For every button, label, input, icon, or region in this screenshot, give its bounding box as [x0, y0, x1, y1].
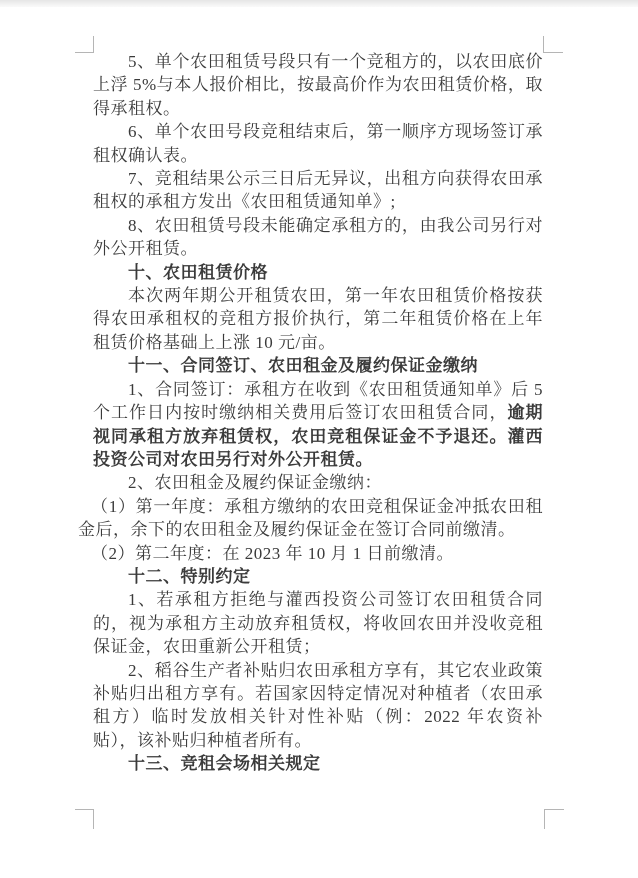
paragraph — [93, 471, 543, 494]
text-run: 2、稻谷生产者补贴归农田承租方享有，其它农业政策补贴归出租方享有。若国家因特定情况对种植者（农田承租方）临时发放相关针对性补贴（例：2022 年农资补贴），该补贴归种植者所有。 — [93, 660, 543, 750]
text-run: 1、合同签订：承租方在收到《农田租赁通知单》后 5 个工作日内按时缴纳相关费用后签订农田租赁合同， — [93, 379, 543, 423]
section-heading — [93, 354, 543, 377]
text-run: 5、单个农田租赁号段只有一个竞租方的，以农田底价上浮 5%与本人报价相比，按最高价作为农田租赁价格，取得承租权。 — [93, 52, 543, 118]
text-run: 本次两年期公开租赁农田，第一年农田租赁价格按获得农田承租权的竞租方报价执行，第二年租赁价格在上年租赁价格基础上上涨 10 元/亩。 — [93, 286, 543, 352]
text-run: 6、单个农田号段竞租结束后，第一顺序方现场签订承租权确认表。 — [93, 122, 543, 165]
section-heading — [93, 565, 543, 588]
paragraph — [78, 495, 543, 542]
crop-mark-top-right — [543, 36, 563, 53]
paragraph — [93, 378, 543, 472]
text-run: （1）第一年度：承租方缴纳的农田竞租保证金冲抵农田租金后，余下的农田租金及履约保证金在签订合同前缴清。 — [78, 496, 543, 540]
text-run: 7、竞租结果公示三日后无异议，出租方向获得农田承租权的承租方发出《农田租赁通知单》; — [93, 169, 543, 212]
document-body — [78, 50, 544, 776]
paragraph — [93, 659, 543, 753]
crop-mark-top-left — [75, 36, 94, 53]
paragraph — [78, 542, 543, 565]
paragraph — [93, 284, 543, 354]
text-run: 十三、竞租会场相关规定 — [128, 754, 321, 774]
text-run: （2）第二年度：在 2023 年 10 月 1 日前缴清。 — [91, 543, 454, 563]
section-heading — [93, 752, 543, 775]
paragraph — [93, 50, 543, 120]
paragraph — [93, 588, 543, 658]
text-run: 1、若承租方拒绝与灌西投资公司签订农田租赁合同的，视为承租方主动放弃租赁权，将收回农田并没收竞租保证金，农田重新公开租赁； — [93, 590, 543, 657]
text-run: 十、农田租赁价格 — [128, 262, 268, 282]
text-run: 逾期视同承租方放弃租赁权，农田竞租保证金不予退还。灌西投资公司对农田另行对外公开租赁。 — [93, 403, 544, 469]
paragraph — [93, 214, 543, 261]
crop-mark-bottom-left — [75, 809, 94, 829]
text-run: 十一、合同签订、农田租金及履约保证金缴纳 — [128, 356, 478, 376]
text-run: 2、农田租金及履约保证金缴纳： — [128, 473, 382, 493]
text-run: 十二、特别约定 — [128, 566, 251, 586]
paragraph — [93, 120, 543, 167]
text-run: 8、农田租赁号段未能确定承租方的，由我公司另行对外公开租赁。 — [93, 215, 543, 259]
section-heading — [93, 261, 543, 284]
crop-mark-bottom-right — [544, 809, 564, 829]
paragraph — [93, 167, 543, 214]
page-top-edge — [0, 0, 638, 7]
